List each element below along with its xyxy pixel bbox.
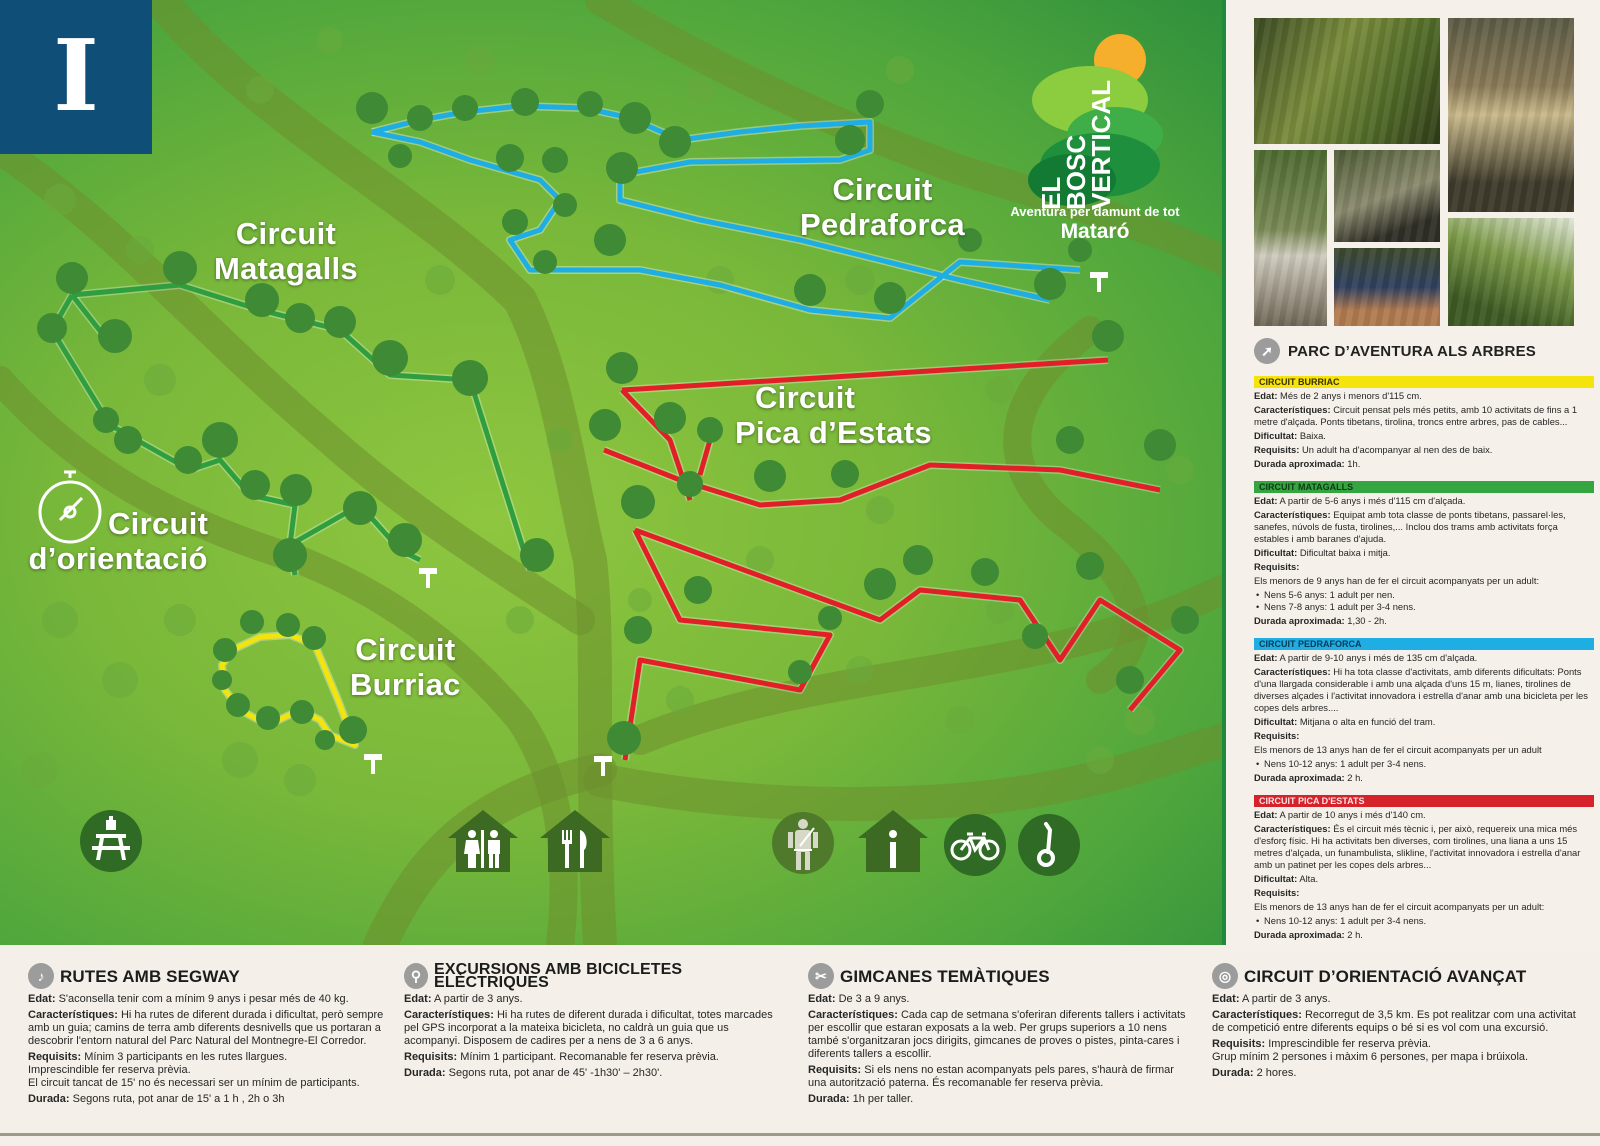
field-label: Característiques: (28, 1009, 118, 1021)
field-text: • Nens 10-12 anys: 1 adult per 3-4 nens. (1254, 915, 1594, 927)
field-text: Els menors de 9 anys han de fer el circuit acompanyats per un adult: (1254, 575, 1540, 586)
park-section-header (1254, 338, 1536, 364)
field-text (808, 993, 1188, 1006)
field-text: Els menors de 13 anys han de fer el circuit acompanyats per un adult (1254, 744, 1542, 755)
field-label: Durada aproximada: (1254, 615, 1345, 626)
field-text (1254, 390, 1594, 402)
field-label: Requisits: (404, 1051, 458, 1063)
field-text (808, 1009, 1188, 1061)
field-label: Requisits: (1254, 887, 1300, 898)
circuit-pedraforca-info (1254, 638, 1594, 784)
gymkhana-icon: ✂ (808, 963, 834, 989)
field-text (1254, 809, 1594, 821)
field-text (404, 1067, 774, 1080)
field-text: A partir de 9-10 anys i més de 135 cm d'alçada. (1279, 652, 1478, 663)
field-label: Durada: (404, 1067, 446, 1079)
field-text: 2 hores. (1256, 1067, 1297, 1079)
field-label: Edat: (28, 993, 56, 1005)
circuit-name-bar: CIRCUIT BURRIAC (1254, 376, 1594, 388)
field-text (808, 1064, 1188, 1090)
bicycle-icon (942, 812, 1008, 878)
field-text (404, 993, 774, 1006)
field-label: Durada: (1212, 1067, 1254, 1079)
field-label: Edat: (1254, 390, 1278, 401)
field-text: Segons ruta, pot anar de 15' a 1 h , 2h o 3h (72, 1093, 285, 1105)
segway-icon: ♪ (28, 963, 54, 989)
field-text: 1h. (1347, 458, 1361, 469)
circuit-pica-destats-info (1254, 795, 1594, 941)
field-text: A partir de 10 anys i més d'140 cm. (1279, 809, 1426, 820)
field-text: A partir de 3 anys. (1241, 993, 1331, 1005)
field-text: 2 h. (1347, 772, 1363, 783)
park-title: PARC D’AVENTURA ALS ARBRES (1288, 342, 1536, 360)
svg-text:VERTICAL: VERTICAL (1086, 80, 1116, 210)
circuit-matagalls-info (1254, 481, 1594, 627)
field-text: Cada cap de setmana s'oferiran diferents tallers i activitats per escollir que estaran exposats a la web. Per grups superiors a 10 nens també s'organitzaran jocs dirigits, gimcanes de proves o pistes, pinta-cares i diferents tallers a escollir. (808, 1009, 1186, 1060)
field-label: Característiques: (808, 1009, 898, 1021)
field-label: Durada aproximada: (1254, 772, 1345, 783)
rope-net-photo (1448, 18, 1574, 212)
field-text (1212, 1067, 1582, 1080)
field-text (1254, 929, 1594, 941)
field-text: El circuit tancat de 15' no és necessari ser un mínim de participants. (28, 1077, 360, 1089)
field-text: Hi ha tota classe d'activitats, amb diferents dificultats: Ponts d'una llargada considerable i amb una alçada d'uns 15 m, lianes, tirolines de diverses alçades i l'activitat innovadora i estrella d'anar amb una bicicleta per les copes dels arbres.... (1254, 666, 1588, 713)
field-text: Segons ruta, pot anar de 45' -1h30' – 2h30'. (448, 1067, 663, 1079)
field-label: Edat: (1212, 993, 1240, 1005)
field-text: Hi ha rutes de diferent durada i dificultat, però sempre amb un guia; camins de terra amb diferents desnivells que us portaran a descobrir l'entorn natural del Parc Natural del Montnegre-El Corredor. (28, 1009, 384, 1047)
team-game-photo (1334, 150, 1440, 242)
field-text (1254, 716, 1594, 728)
field-label: Característiques: (404, 1009, 494, 1021)
svg-text:BOSC: BOSC (1061, 134, 1091, 210)
circuit-name-bar: CIRCUIT PICA D'ESTATS (1254, 795, 1594, 807)
segway-icon (1016, 812, 1082, 878)
group-photo (1334, 248, 1440, 326)
circuit-name-bar: CIRCUIT MATAGALLS (1254, 481, 1594, 493)
field-text: És el circuit més tècnic i, per això, requereix una mica més d'esforç físic. Hi ha activitats ben diverses, com tirolines, una liana a uns 15 metres d'alçada, un funambulista, slikline, l'activitat innovadora i estrella d'anar amb un patinet per les copes dels arbres... (1254, 823, 1581, 870)
activity-segway: ♪ RUTES AMB SEGWAY Edat: S'aconsella tenir com a mínim 9 anys i pesar més de 40 kg. Característiques: Hi ha rutes de diferent durada i dificultat, però sempre amb un guia; camins de terra amb diferents desnivells que us portaran a descobrir l'entorn natural del Parc Natural del Montnegre-El Corredor. Requisits: Mínim 3 participants en les rutes llargues. Imprescindible fer reserva prèvia. El circuit tancat de 15' no és necessari ser un mínim de participants. Durada: Segons ruta, pot anar de 15' a 1 h , 2h o 3h (28, 963, 388, 1109)
field-label: Durada: (808, 1093, 850, 1105)
field-text (1254, 772, 1594, 784)
label-circuit-pedraforca: Circuit Pedraforca (800, 172, 965, 242)
field-text: S'aconsella tenir com a mínim 9 anys i pesar més de 40 kg. (58, 993, 349, 1005)
field-text (1254, 561, 1594, 573)
field-text: 1h per taller. (852, 1093, 914, 1105)
label-circuit-matagalls: Circuit Matagalls (214, 216, 358, 286)
circuit-burriac-info (1254, 376, 1594, 470)
field-label: Dificultat: (1254, 873, 1298, 884)
field-label: Requisits: (808, 1064, 862, 1076)
field-label: Edat: (404, 993, 432, 1005)
field-text: Recorregut de 3,5 km. Es pot realitzar com una activitat de competició entre diferents equips o bé si es vol com una excursió. (1212, 1009, 1576, 1034)
field-text (28, 1009, 388, 1048)
field-label: Requisits: (28, 1051, 82, 1063)
field-label: Durada aproximada: (1254, 929, 1345, 940)
svg-text:EL: EL (1036, 176, 1066, 210)
field-text (1254, 509, 1594, 545)
sheet-letter: I (53, 19, 99, 134)
field-text (404, 1051, 774, 1064)
field-text: Imprescindible fer reserva prèvia. (1268, 1038, 1431, 1050)
field-label: Dificultat: (1254, 716, 1298, 727)
restaurant-icon (538, 808, 612, 874)
field-text: De 3 a 9 anys. (838, 993, 910, 1005)
field-text: • Nens 7-8 anys: 1 adult per 3-4 nens. (1254, 601, 1594, 613)
field-text: Dificultat baixa i mitja. (1299, 547, 1391, 558)
activity-orientation-advanced: ◎ CIRCUIT D’ORIENTACIÓ AVANÇAT Edat: A partir de 3 anys. Característiques: Recorregut de 3,5 km. Es pot realitzar com una activitat de competició entre diferents equips o bé si es vol com una excursió. Requisits: Imprescindible fer reserva prèvia. Grup mínim 2 persones i màxim 6 persones, per mapa i brúixola. Durada: 2 hores. (1212, 963, 1582, 1083)
field-text (1212, 993, 1582, 1006)
field-text (1254, 873, 1594, 885)
field-text (28, 1093, 388, 1106)
field-label: Edat: (1254, 809, 1278, 820)
activity-gymkhanas: ✂ GIMCANES TEMÀTIQUES Edat: De 3 a 9 anys. Característiques: Cada cap de setmana s'oferiran diferents tallers i activitats per escollir que estaran exposats a la web. Per grups superiors a 10 nens també s'organitzaran jocs dirigits, gimcanes de proves o pistes, pinta-cares i diferents tallers a escollir. Requisits: Si els nens no estan acompanyats pels pares, s'haurà de firmar una autorització paterna. És recomanable fer reserva prèvia. Durada: 1h per taller. (808, 963, 1188, 1109)
field-label: Característiques: (1212, 1009, 1302, 1021)
picnic-area-icon (78, 808, 144, 874)
field-text (808, 1093, 1188, 1106)
field-label: Edat: (1254, 652, 1278, 663)
field-text (1254, 458, 1594, 470)
field-label: Requisits: (1254, 561, 1300, 572)
field-label: Requisits: (1254, 730, 1300, 741)
field-text: Baixa. (1299, 430, 1326, 441)
field-label: Durada aproximada: (1254, 458, 1345, 469)
field-label: Característiques: (1254, 509, 1331, 520)
field-text: 2 h. (1347, 929, 1363, 940)
circuit-list (1254, 376, 1594, 952)
activity-electric-bikes: ⚲ EXCURSIONS AMB BICICLETES ELÈCTRIQUES Edat: A partir de 3 anys. Característiques: Hi ha rutes de diferent durada i dificultat, totes marcades pel GPS incorporat a la mateixa bicicleta, no caldrà un guia que us acompanyi. Disposem de cadires per a nens de 3 a 6 anys. Requisits: Mínim 1 participant. Recomanable fer reserva prèvia. Durada: Segons ruta, pot anar de 45' -1h30' – 2h30'. (404, 961, 773, 1079)
segway-photo (1254, 150, 1327, 326)
field-text: Mínim 1 participant. Recomanable fer reserva prèvia. (460, 1051, 719, 1063)
field-text (1254, 823, 1594, 871)
field-text (1254, 547, 1594, 559)
zipline-photo (1254, 18, 1440, 144)
field-label: Característiques: (1254, 404, 1331, 415)
tightrope-photo (1448, 218, 1574, 326)
field-text (1254, 666, 1594, 714)
field-text (1212, 1009, 1582, 1035)
information-icon (856, 808, 930, 874)
sheet-badge (0, 0, 152, 154)
field-text: • Nens 5-6 anys: 1 adult per nen. (1254, 589, 1594, 601)
field-text: Si els nens no estan acompanyats pels pares, s'haurà de firmar una autorització paterna. És recomanable fer reserva prèvia. (808, 1064, 1174, 1089)
field-label: Dificultat: (1254, 430, 1298, 441)
field-text (1254, 404, 1594, 428)
label-circuit-burriac: Circuit Burriac (350, 632, 461, 702)
field-text: Més de 2 anys i menors d'115 cm. (1280, 390, 1422, 401)
field-text: Els menors de 13 anys han de fer el circuit acompanyats per un adult: (1254, 901, 1545, 912)
field-text: Mínim 3 participants en les rutes llargues. (84, 1051, 288, 1063)
harness-icon (770, 810, 836, 876)
field-text (1254, 730, 1594, 742)
field-label: Requisits: (1212, 1038, 1266, 1050)
logo-city: Mataró (1060, 220, 1130, 243)
bottom-divider (0, 1133, 1600, 1136)
field-text: Hi ha rutes de diferent durada i dificultat, totes marcades pel GPS incorporat a la mateixa bicicleta, no caldrà un guia que us acompanyi. Disposem de cadires per a nens de 3 a 6 anys. (404, 1009, 773, 1047)
field-label: Edat: (808, 993, 836, 1005)
field-label: Dificultat: (1254, 547, 1298, 558)
field-label: Durada: (28, 1093, 70, 1105)
field-label: Característiques: (1254, 823, 1331, 834)
field-text (28, 993, 388, 1006)
field-text: Un adult ha d'acompanyar al nen des de baix. (1301, 444, 1493, 455)
logo-tagline: Aventura per damunt de tot (1010, 204, 1180, 219)
field-text: A partir de 3 anys. (433, 993, 523, 1005)
field-text: Grup mínim 2 persones i màxim 6 persones, per mapa i brúixola. (1212, 1051, 1529, 1063)
field-text: Equipat amb tota classe de ponts tibetans, passarel·les, sanefes, núvols de fusta, tirolines,... Inclou dos trams amb activitats força estables i amb baranes d'ajuda. (1254, 509, 1566, 544)
activities-section (0, 945, 1600, 1146)
circuit-name-bar: CIRCUIT PEDRAFORCA (1254, 638, 1594, 650)
field-text (1254, 615, 1594, 627)
field-text (1254, 495, 1594, 507)
info-panel (1222, 0, 1600, 945)
field-text: Alta. (1299, 873, 1319, 884)
zipline-icon: ➚ (1254, 338, 1280, 364)
field-text (1254, 444, 1594, 456)
field-text: Circuit pensat pels més petits, amb 10 activitats de fins a 1 metre d'alçada. Ponts tibetans, tirolina, troncs entre arbres, pas de cables... (1254, 404, 1578, 427)
field-text (1254, 652, 1594, 664)
field-text: Mitjana o alta en funció del tram. (1299, 716, 1436, 727)
field-text: A partir de 5-6 anys i més d'115 cm d'alçada. (1279, 495, 1466, 506)
field-text: 1,30 - 2h. (1347, 615, 1387, 626)
field-text (1254, 887, 1594, 899)
field-label: Requisits: (1254, 444, 1300, 455)
field-label: Edat: (1254, 495, 1278, 506)
field-label: Característiques: (1254, 666, 1331, 677)
field-text (1254, 430, 1594, 442)
field-text: • Nens 10-12 anys: 1 adult per 3-4 nens. (1254, 758, 1594, 770)
label-circuit-orientacio: Circuit d’orientació (28, 506, 209, 576)
field-text (404, 1009, 774, 1048)
compass-icon: ◎ (1212, 963, 1238, 989)
toilets-icon (446, 808, 520, 874)
label-circuit-pica-destats: Circuit Pica d’Estats (735, 380, 932, 450)
bicycle-icon: ⚲ (404, 963, 428, 989)
